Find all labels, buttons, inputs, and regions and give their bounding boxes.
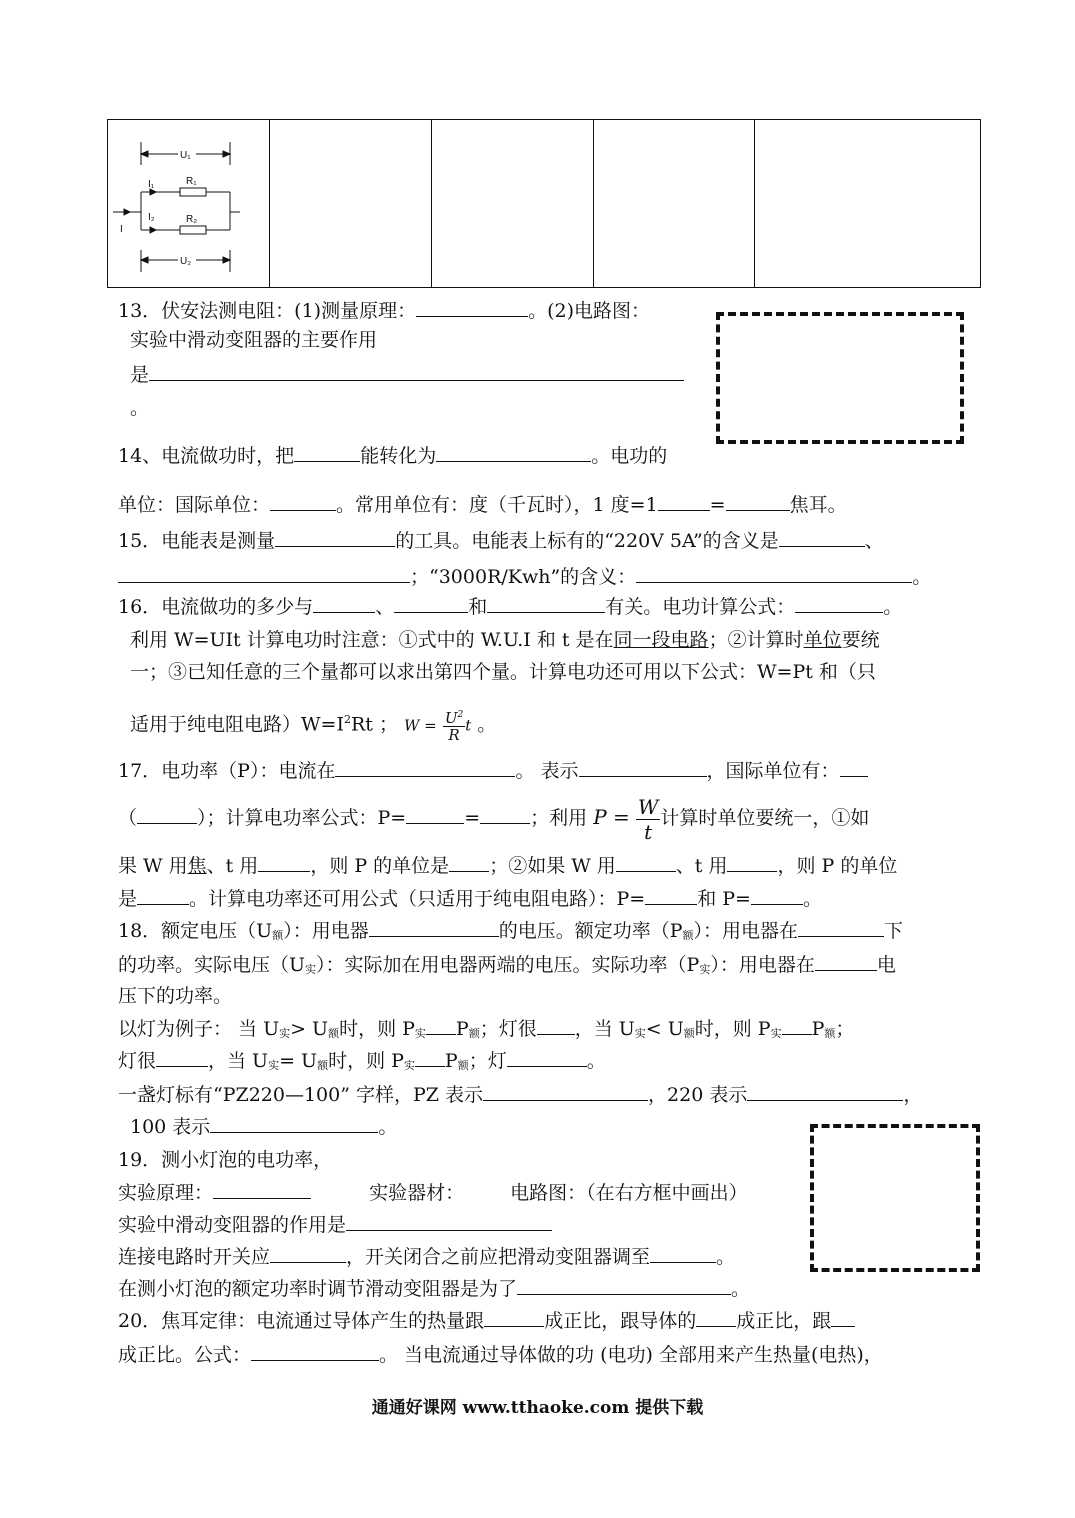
q13-blank-principle[interactable] — [416, 298, 528, 317]
q17-blank-5[interactable] — [406, 805, 464, 824]
q17-blank-1[interactable] — [335, 758, 515, 777]
q14-blank-5[interactable] — [726, 492, 790, 511]
q17-blank-8[interactable] — [449, 853, 489, 872]
page-footer: 通通好课网 www.tthaoke.com 提供下载 — [371, 1398, 704, 1418]
q18-blank-11[interactable] — [747, 1082, 903, 1101]
q19-line-1: 19．测小灯泡的电功率， — [118, 1149, 333, 1171]
q17-blank-12[interactable] — [645, 886, 697, 905]
q15-blank-3[interactable] — [118, 564, 410, 583]
q13-line-4: 。 — [130, 397, 150, 419]
q16-formula-fraction: $\frac{U^2}{R}$ — [444, 709, 464, 745]
q13-line-2: 实验中滑动变阻器的主要作用 — [130, 329, 378, 351]
q13-line-3: 是 — [130, 362, 684, 387]
label-r2: R₂ — [186, 214, 198, 225]
q14-line-2: 单位：国际单位： 。常用单位有：度（千瓦时），1 度=1 = 焦耳。 — [118, 494, 847, 516]
q17-blank-2[interactable] — [579, 758, 707, 777]
q18-blank-4[interactable] — [426, 1016, 456, 1035]
q17-line-4: 是 。计算电功率还可用公式（只适用于纯电阻电路）：P= 和 P= 。 — [118, 888, 822, 910]
q17-blank-7[interactable] — [258, 853, 310, 872]
q18-line-3: 压下的功率。 — [118, 985, 233, 1007]
q14-line-1: 14、电流做功时，把 能转化为 。电功的 — [118, 445, 668, 467]
q14-blank-2[interactable] — [436, 443, 591, 462]
q16-blank-4[interactable] — [795, 594, 883, 613]
table-cell-3 — [431, 120, 594, 287]
label-r1: R₁ — [186, 176, 197, 187]
q18-line-5: 灯很 ，当 $U_实= U_额$时，则 $P_实$ $P_额$；灯 。 — [118, 1050, 606, 1072]
q19-blank-switch[interactable] — [270, 1244, 346, 1263]
q15-blank-2[interactable] — [779, 528, 865, 547]
q17-blank-10[interactable] — [727, 853, 777, 872]
q13-line-1: 13．伏安法测电阻：(1)测量原理： 。(2)电路图： — [118, 300, 651, 322]
summary-table-row — [107, 119, 981, 288]
label-u1: U₁ — [180, 150, 191, 161]
q17-blank-11[interactable] — [137, 886, 189, 905]
q14-blank-1[interactable] — [294, 443, 360, 462]
q17-blank-4[interactable] — [137, 805, 197, 824]
q19-circuit-drawing-box[interactable] — [810, 1124, 980, 1272]
q17-blank-6[interactable] — [480, 805, 530, 824]
q16-blank-2[interactable] — [394, 594, 468, 613]
q18-line-2: 的功率。实际电压$(U_实)$：实际加在用电器两端的电压。实际功率$(P_实)$：用电器在 电 — [118, 954, 896, 976]
q17-line-2: （ ）；计算电功率公式：P= = ；利用 P = $\frac{W}{t}$计算时单位要统一，①如 — [118, 794, 870, 844]
q19-line-3: 实验中滑动变阻器的作用是 — [118, 1212, 552, 1237]
q14-blank-3[interactable] — [270, 492, 336, 511]
q17-blank-13[interactable] — [751, 886, 803, 905]
q18-line-7: 100 表示 。 — [130, 1116, 398, 1138]
q19-line-5: 在测小灯泡的额定功率时调节滑动变阻器是为了 。 — [118, 1278, 751, 1300]
q15-line-1: 15．电能表是测量 的工具。电能表上标有的“220V 5A”的含义是 、 — [118, 530, 884, 552]
q19-blank-rheostat-position[interactable] — [650, 1244, 716, 1263]
q20-line-2: 成正比。公式： 。 当电流通过导体做的功 (电功) 全部用来产生热量(电热)， — [118, 1344, 883, 1366]
q15-blank-4[interactable] — [636, 564, 912, 583]
table-cell-4 — [593, 120, 755, 287]
q20-blank-formula[interactable] — [251, 1342, 379, 1361]
q18-blank-7[interactable] — [156, 1048, 208, 1067]
q16-line-2: 利用 W=UIt 计算电功时注意：①式中的 W.U.I 和 t 是在同一段电路；②计算时单位要统 — [130, 629, 880, 651]
q15-blank-1[interactable] — [275, 528, 395, 547]
q17-line-1: 17．电功率（P）：电流在 。 表示 ，国际单位有： — [118, 758, 868, 783]
q15-line-2: ；“3000R/Kwh”的含义： 。 — [118, 564, 931, 589]
q16-blank-1[interactable] — [313, 594, 375, 613]
label-i1: I₁ — [148, 179, 155, 190]
q20-line-1: 20．焦耳定律：电流通过导体产生的热量跟 成正比，跟导体的 成正比，跟 — [118, 1308, 855, 1333]
q18-line-6: 一盏灯标有“PZ220—100” 字样，PZ 表示 ，220 表示 ， — [118, 1084, 923, 1106]
q18-blank-6[interactable] — [782, 1016, 812, 1035]
q19-line-2: 实验原理： 实验器材： 电路图：（在右方框中画出） — [118, 1182, 748, 1204]
q18-blank-8[interactable] — [415, 1048, 445, 1067]
q18-blank-5[interactable] — [537, 1016, 575, 1035]
q19-line-4: 连接电路时开关应 ，开关闭合之前应把滑动变阻器调至 。 — [118, 1246, 736, 1268]
label-i: I — [120, 224, 123, 235]
q17-blank-9[interactable] — [616, 853, 676, 872]
q19-blank-purpose[interactable] — [517, 1276, 731, 1295]
q19-blank-principle[interactable] — [213, 1180, 311, 1199]
q18-blank-3[interactable] — [815, 952, 877, 971]
q18-blank-2[interactable] — [798, 918, 884, 937]
q14-blank-4[interactable] — [658, 492, 710, 511]
q16-line-4: 适用于纯电阻电路）$W=I^2Rt$ ； W = $\frac{U^2}{R}t$ 。 — [130, 709, 497, 745]
q20-blank-1[interactable] — [484, 1308, 544, 1327]
label-u2: U₂ — [180, 256, 192, 267]
q18-line-1: 18．额定电压$(U_额)$：用电器 的电压。额定功率$(P_额)$：用电器在 下 — [118, 920, 904, 942]
circuit-cell — [108, 120, 270, 287]
q18-line-4: 以灯为例子： 当 $U_实> U_额$时，则 $P_实$ $P_额$；灯很 ，当 $U_实< U_额$时，则 $P_实$ $P_额$； — [118, 1018, 855, 1040]
q13-blank-rheostat-role[interactable] — [149, 362, 684, 381]
q16-blank-3[interactable] — [487, 594, 605, 613]
q13-circuit-drawing-box[interactable] — [716, 312, 964, 444]
q16-line-1: 16．电流做功的多少与 、 和 有关。电功计算公式： 。 — [118, 596, 903, 618]
q19-blank-rheostat-role[interactable] — [346, 1212, 552, 1231]
q18-blank-12[interactable] — [210, 1114, 378, 1133]
q20-blank-2[interactable] — [696, 1308, 736, 1327]
label-i2: I₂ — [148, 212, 155, 223]
q16-line-3: 一；③已知任意的三个量都可以求出第四个量。计算电功还可用以下公式：W=Pt 和（只 — [130, 661, 876, 683]
q18-blank-9[interactable] — [507, 1048, 587, 1067]
q18-blank-10[interactable] — [483, 1082, 648, 1101]
q20-blank-3[interactable] — [831, 1308, 855, 1327]
q17-line-3: 果 W 用焦、t 用 ，则 P 的单位是 ；②如果 W 用 、t 用 ，则 P 的单位 — [118, 855, 898, 877]
q17-formula-fraction: $\frac{W}{t}$ — [637, 794, 659, 844]
q17-blank-3[interactable] — [840, 758, 868, 777]
parallel-circuit-diagram — [108, 120, 266, 286]
q18-blank-1[interactable] — [369, 918, 499, 937]
table-cell-2 — [269, 120, 432, 287]
